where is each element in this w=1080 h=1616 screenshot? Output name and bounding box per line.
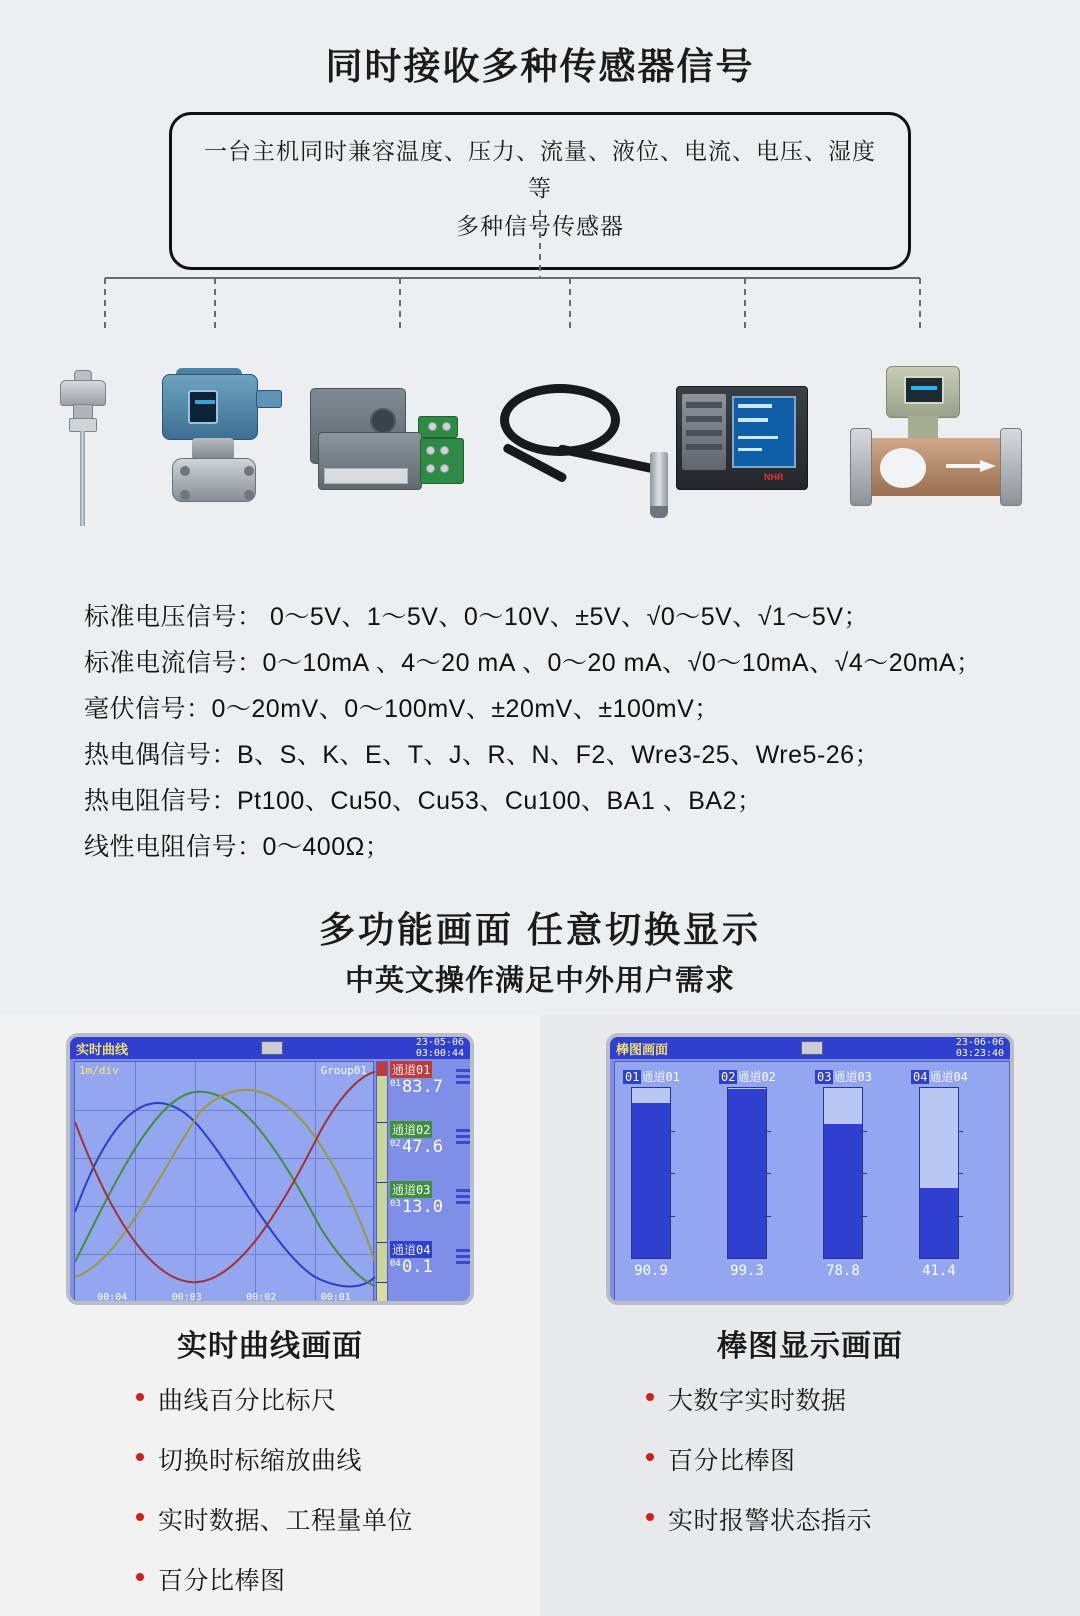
channel-bar-indicator [456, 1249, 472, 1267]
bar-index: 01 [625, 1070, 640, 1084]
curve-screen-clock [416, 1037, 464, 1059]
bar-value: 99.3 [730, 1263, 764, 1279]
chart-icon [801, 1041, 823, 1055]
spec-line-rtd: 热电阻信号：Pt100、Cu50、Cu53、Cu100、BA1 、BA2； [84, 787, 763, 815]
list-item[interactable] [390, 1061, 474, 1121]
channel-name: 通道03 [392, 1183, 431, 1197]
bar-value: 78.8 [826, 1263, 860, 1279]
device-row [0, 360, 1080, 560]
spec-line-current: 标准电流信号：0～10mA 、4～20 mA 、0～20 mA、√0～10mA、√4～20mA； [84, 649, 982, 677]
level-probe-cable-icon [500, 378, 690, 538]
bar-screen-date: 23-06-06 [955, 1037, 1004, 1048]
bar-screen-clock [956, 1037, 1004, 1059]
connector-lines [0, 210, 1080, 370]
list-item[interactable] [390, 1121, 474, 1181]
list-item: 切换时标缩放曲线 [136, 1441, 540, 1477]
bar-panel-caption: 棒图显示画面 [717, 1330, 903, 1363]
temperature-probe-icon [60, 370, 150, 540]
bar-value: 41.4 [922, 1263, 956, 1279]
percent-scale-bar [376, 1061, 388, 1305]
list-item: 大数字实时数据 [646, 1381, 1080, 1417]
time-tick-4: 00:01 [320, 1292, 351, 1303]
bar-panel [540, 1015, 1080, 1616]
list-item: 百分比棒图 [646, 1441, 1080, 1477]
list-item: 百分比棒图 [136, 1561, 540, 1597]
spec-line-millivolt: 毫伏信号：0～20mV、0～100mV、±20mV、±100mV； [84, 695, 720, 723]
current-transducer-icon [310, 372, 480, 542]
channel-bar-indicator [456, 1069, 472, 1087]
spec-line-thermocouple: 热电偶信号：B、S、K、E、T、J、R、N、F2、Wre3-25、Wre5-26； [84, 741, 881, 769]
chart-icon [261, 1041, 283, 1055]
curve-channel-list [390, 1061, 474, 1305]
bar-item[interactable] [815, 1068, 877, 1279]
channel-value: 0.1 [402, 1257, 433, 1277]
curve-screen-date: 23-05-06 [415, 1037, 464, 1048]
curve-lines [75, 1062, 375, 1305]
bar-screen-time: 03:23:40 [955, 1048, 1004, 1059]
electromagnetic-flowmeter-icon [850, 366, 1030, 536]
time-tick-3: 00:02 [246, 1292, 277, 1303]
channel-bar-indicator [456, 1129, 472, 1147]
curve-plot-area [74, 1061, 374, 1305]
time-tick-1: 00:04 [97, 1292, 128, 1303]
bar-panel-feature-list [606, 1381, 1080, 1537]
bar-value: 90.9 [634, 1263, 668, 1279]
bar-name: 通道03 [833, 1070, 872, 1084]
curve-panel-feature-list [96, 1381, 540, 1597]
bar-item[interactable] [719, 1068, 781, 1279]
curve-scale-label: 1m/div [79, 1064, 119, 1077]
bar-screen-title: 棒图画面 [616, 1042, 669, 1058]
channel-name: 通道04 [392, 1243, 431, 1257]
channel-index: 04 [390, 1259, 401, 1269]
signal-spec-list [84, 594, 1024, 870]
panel-meter-icon: NHR [676, 380, 826, 530]
bar-plot-area [614, 1061, 1010, 1305]
channel-name: 通道02 [392, 1123, 431, 1137]
channel-index: 03 [390, 1199, 401, 1209]
bar-name: 通道02 [737, 1070, 776, 1084]
channel-value: 13.0 [402, 1197, 443, 1217]
callout-line-1: 一台主机同时兼容温度、压力、流量、液位、电流、电压、湿度等 [204, 138, 876, 202]
curve-group-label: Group01 [320, 1064, 367, 1077]
spec-line-resistance: 线性电阻信号：0～400Ω； [84, 833, 391, 861]
channel-value: 47.6 [402, 1137, 443, 1157]
list-item: 实时数据、工程量单位 [136, 1501, 540, 1537]
channel-name: 通道01 [392, 1063, 431, 1077]
time-tick-2: 00:03 [171, 1292, 202, 1303]
bar-index: 02 [721, 1070, 736, 1084]
section2-subtitle: 中英文操作满足中外用户需求 [344, 965, 735, 997]
channel-value: 83.7 [402, 1077, 443, 1097]
curve-screen-title: 实时曲线 [76, 1042, 129, 1058]
bar-name: 通道04 [929, 1070, 968, 1084]
bar-screen [606, 1033, 1014, 1305]
channel-index: 01 [390, 1079, 401, 1089]
curve-screen-time: 03:00:44 [415, 1048, 464, 1059]
list-item: 曲线百分比标尺 [136, 1381, 540, 1417]
channel-bar-indicator [456, 1189, 472, 1207]
section2-title: 多功能画面 任意切换显示 [318, 909, 761, 950]
list-item: 实时报警状态指示 [646, 1501, 1080, 1537]
callout-line-2: 多种信号传感器 [456, 212, 624, 239]
list-item[interactable] [390, 1241, 474, 1301]
curve-time-axis [75, 1292, 373, 1303]
bar-item[interactable] [911, 1068, 973, 1279]
curve-panel [0, 1015, 540, 1616]
screens-section [0, 1015, 1080, 1616]
bar-name: 通道01 [641, 1070, 680, 1084]
section1-title: 同时接收多种传感器信号 [325, 46, 755, 87]
bar-item[interactable] [623, 1068, 685, 1279]
curve-screen [66, 1033, 474, 1305]
bar-index: 03 [817, 1070, 832, 1084]
channel-index: 02 [390, 1139, 401, 1149]
pressure-transmitter-icon [152, 368, 302, 538]
bar-screen-titlebar [610, 1037, 1010, 1059]
curve-screen-titlebar [70, 1037, 470, 1059]
spec-line-voltage: 标准电压信号： 0～5V、1～5V、0～10V、±5V、√0～5V、√1～5V； [84, 603, 870, 631]
curve-panel-caption: 实时曲线画面 [177, 1330, 363, 1363]
list-item[interactable] [390, 1181, 474, 1241]
bar-index: 04 [913, 1070, 928, 1084]
